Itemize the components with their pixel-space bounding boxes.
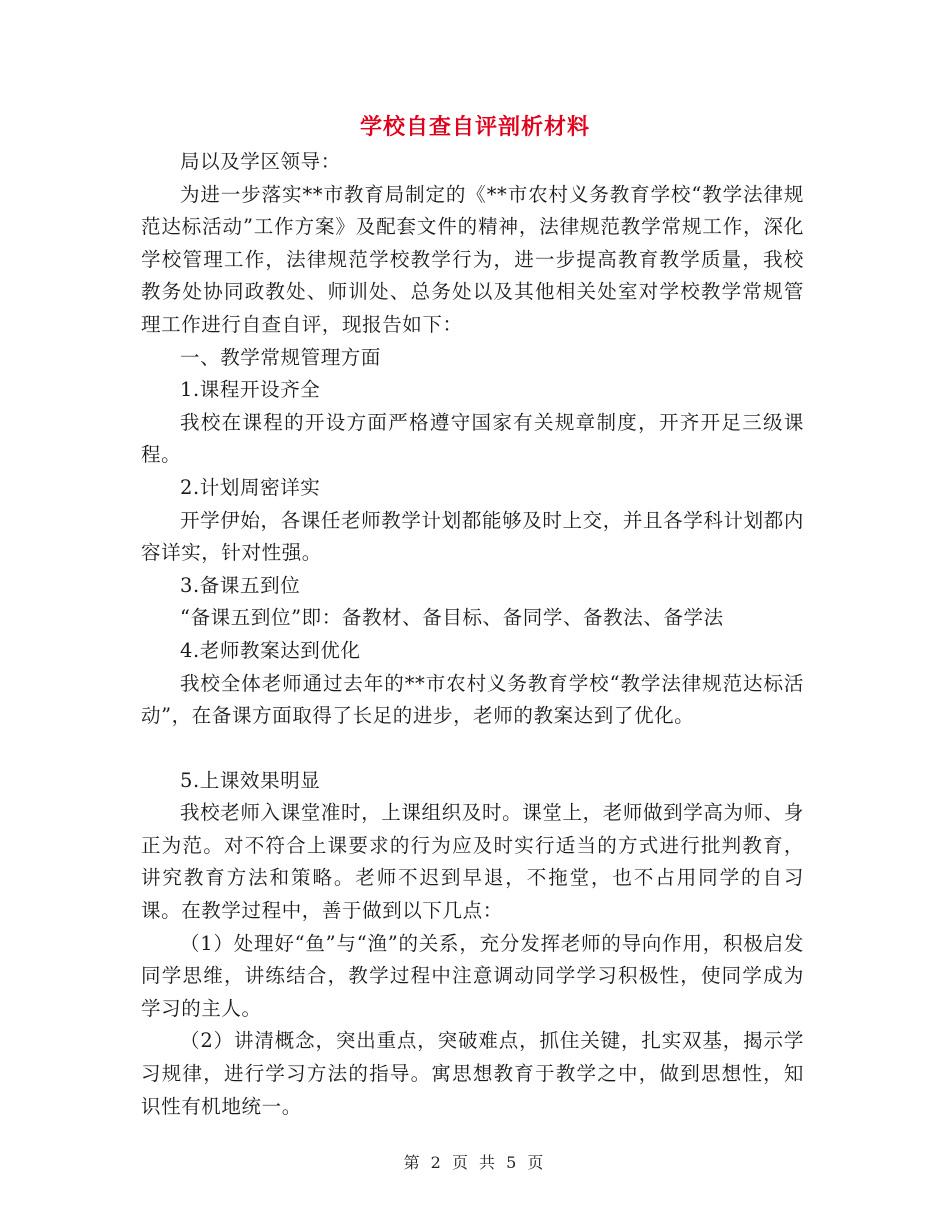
document-body [141,146,804,1123]
item-heading-3: 3.备课五到位 [180,573,301,597]
item-paragraph-4: 我校全体老师通过去年的**市农村义务教育学校“教学法律规范达标活动”，在备课方面取得了长足的进步，老师的教案达到了优化。 [141,671,804,728]
item-heading-2: 2.计划周密详实 [180,475,321,499]
item-paragraph-1: 我校在课程的开设方面严格遵守国家有关规章制度，开齐开足三级课程。 [141,410,804,467]
sub-point-2: （2）讲清概念，突出重点，突破难点，抓住关键，扎实双基，揭示学习规律，进行学习方法的指导。寓思想教育于教学之中，做到思想性，知识性有机地统一。 [141,1029,804,1118]
salutation: 局以及学区领导： [180,150,341,173]
item-paragraph-3: “备课五到位”即：备教材、备目标、备同学、备教法、备学法 [180,606,724,630]
section-heading: 一、教学常规管理方面 [180,345,382,369]
sub-point-1: （1）处理好“鱼”与“渔”的关系，充分发挥老师的导向作用，积极启发同学思维，讲练结合，教学过程中注意调动同学学习积极性，使同学成为学习的主人。 [141,931,804,1020]
document-title: 学校自查自评剖析材料 [359,115,590,140]
page-number: 第 2 页 共 5 页 [403,1153,547,1172]
blank-line [141,733,804,765]
item-heading-5: 5.上课效果明显 [180,768,321,792]
item-paragraph-2: 开学伊始，各课任老师教学计划都能够及时上交，并且各学科计划都内容详实，针对性强。 [141,508,804,565]
item-paragraph-5: 我校老师入课堂准时，上课组织及时。课堂上，老师做到学高为师、身正为范。对不符合上课要求的行为应及时实行适当的方式进行批判教育，讲究教育方法和策略。老师不迟到早退，不拖堂，也不占用同学的自习课。在教学过程中，善于做到以下几点： [141,801,804,923]
intro-paragraph: 为进一步落实**市教育局制定的《**市农村义务教育学校“教学法律规范达标活动”工作方案》及配套文件的精神，法律规范教学常规工作，深化学校管理工作，法律规范学校教学行为，进一步提高教育教学质量，我校教务处协同政教处、师训处、总务处以及其他相关处室对学校教学常规管理工作进行自查自评，现报告如下： [141,182,804,336]
item-heading-4: 4.老师教案达到优化 [180,638,361,662]
item-heading-1: 1.课程开设齐全 [180,378,321,402]
